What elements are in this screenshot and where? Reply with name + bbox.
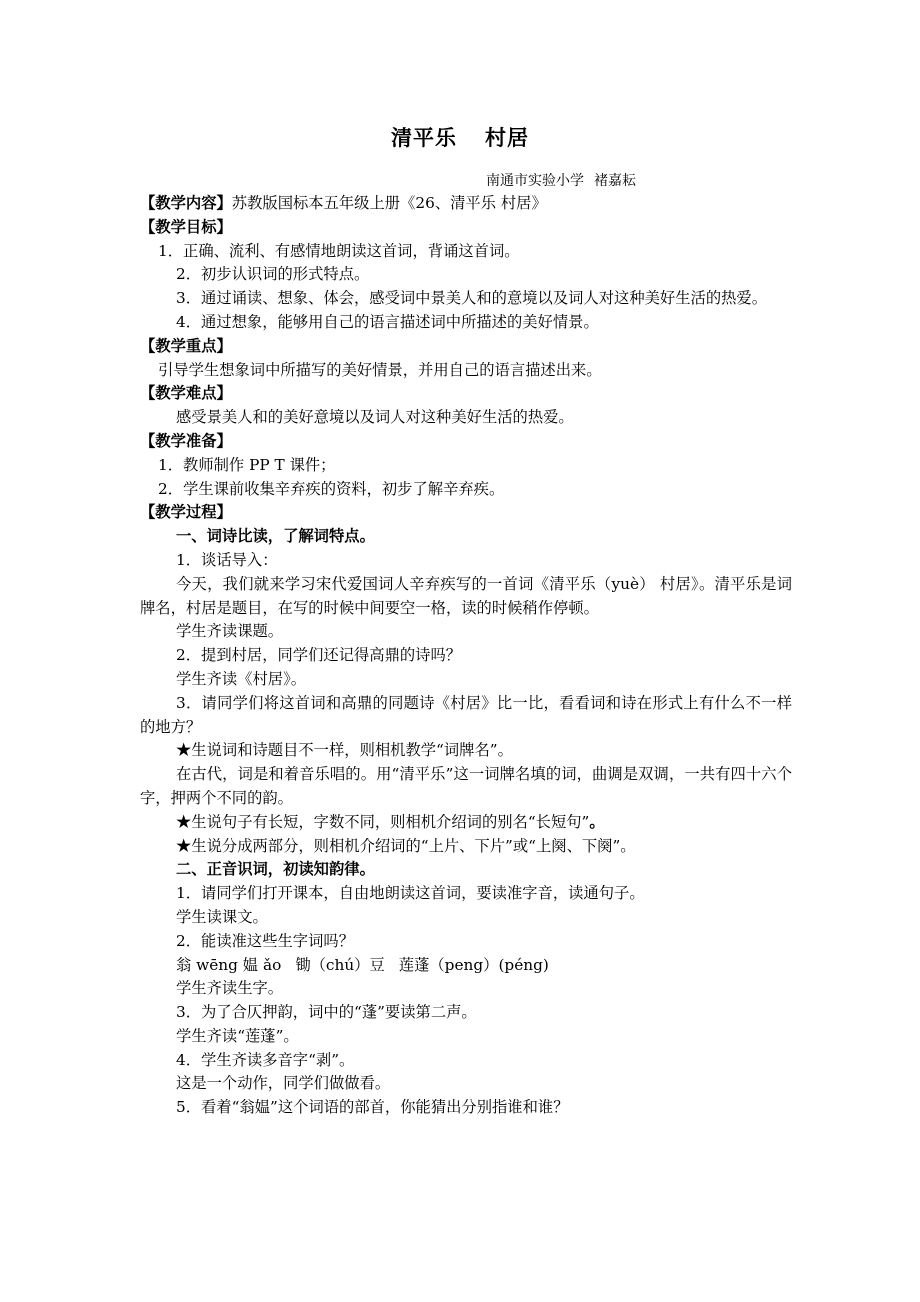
paragraph: 2．提到村居，同学们还记得高鼎的诗吗？: [176, 646, 462, 665]
content-text: 苏教版国标本五年级上册《26、清平乐 村居》: [231, 194, 547, 212]
prep-item: 1．教师制作 PP T 课件；: [158, 455, 336, 474]
document-body: [140, 192, 792, 1120]
vocab-word: 莲蓬（peng）(péng): [398, 955, 549, 974]
difficulty-text: 感受景美人和的美好意境以及词人对这种美好生活的热爱。: [176, 408, 574, 427]
paragraph-end: 。: [589, 812, 605, 831]
paragraph: 学生齐读“莲蓬”。: [176, 1026, 299, 1045]
content-row: [140, 192, 792, 216]
title-part-2: 村居: [485, 125, 529, 150]
section-heading: 【教学目标】: [140, 217, 232, 236]
prep-item: 2．学生课前收集辛弃疾的资料，初步了解辛弃疾。: [158, 479, 505, 498]
paragraph: 1．请同学们打开课本，自由地朗读这首词，要读准字音，读通句子。: [176, 884, 645, 903]
vocab-word: 翁 wēng 媪 ǎo: [176, 955, 282, 974]
author-school: 南通市实验小学: [486, 173, 584, 189]
goal-item: 3．通过诵读、想象、体会，感受词中景美人和的意境以及词人对这种美好生活的热爱。: [176, 289, 768, 308]
paragraph: 学生齐读生字。: [176, 979, 284, 998]
paragraph: 学生齐读课题。: [176, 622, 284, 641]
section-heading: 【教学准备】: [140, 431, 232, 450]
paragraph: [140, 811, 792, 835]
author-name: 褚嘉耘: [594, 173, 636, 189]
focus-text: 引导学生想象词中所描写的美好情景，并用自己的语言描述出来。: [158, 360, 602, 379]
paragraph-text: ★生说句子有长短，字数不同，则相机介绍词的别名“长短句”: [176, 812, 590, 831]
paragraph: 5．看着“翁媪”这个词语的部首，你能猜出分别指谁和谁？: [176, 1098, 569, 1117]
paragraph: 在古代，词是和着音乐唱的。用“清平乐”这一词牌名填的词，曲调是双调，一共有四十六个字，押两个不同的韵。: [140, 765, 792, 807]
paragraph: 学生读课文。: [176, 907, 268, 926]
goal-item: 4．通过想象，能够用自己的语言描述词中所描述的美好情景。: [176, 312, 599, 331]
part-title: 二、正音识词，初读知韵律。: [176, 860, 375, 879]
vocab-line: [140, 954, 792, 978]
part-title: 一、词诗比读，了解词特点。: [176, 527, 375, 546]
section-heading: 【教学过程】: [140, 503, 232, 522]
paragraph: 4．学生齐读多音字“剥”。: [176, 1050, 355, 1069]
paragraph: 3．请同学们将这首词和高鼎的同题诗《村居》比一比，看看词和诗在形式上有什么不一样的地方？: [140, 693, 792, 736]
vocab-word: 锄（chú）豆: [295, 955, 385, 974]
paragraph: ★生说分成两部分，则相机介绍词的“上片、下片”或“上阕、下阕”。: [176, 836, 636, 855]
section-heading: 【教学重点】: [140, 336, 232, 355]
paragraph: ★生说词和诗题目不一样，则相机教学“词牌名”。: [176, 741, 513, 760]
page-title: [0, 122, 920, 152]
paragraph: 3．为了合仄押韵，词中的“蓬”要读第二声。: [176, 1003, 477, 1022]
paragraph: 今天，我们就来学习宋代爱国词人辛弃疾写的一首词《清平乐（yuè） 村居》。清平乐是词牌名，村居是题目，在写的时候中间要空一格，读的时候稍作停顿。: [140, 574, 792, 617]
paragraph: 1．谈话导入：: [176, 550, 278, 569]
section-heading: 【教学内容】: [140, 194, 232, 212]
author-line: [486, 170, 636, 190]
goal-item: 2．初步认识词的形式特点。: [176, 265, 370, 284]
paragraph: 这是一个动作，同学们做做看。: [176, 1074, 391, 1093]
title-part-1: 清平乐: [391, 125, 457, 150]
section-heading: 【教学难点】: [140, 384, 232, 403]
paragraph: 学生齐读《村居》。: [176, 669, 307, 688]
goal-item: 1．正确、流利、有感情地朗读这首词，背诵这首词。: [158, 241, 520, 260]
paragraph: 2．能读准这些生字词吗？: [176, 931, 354, 950]
